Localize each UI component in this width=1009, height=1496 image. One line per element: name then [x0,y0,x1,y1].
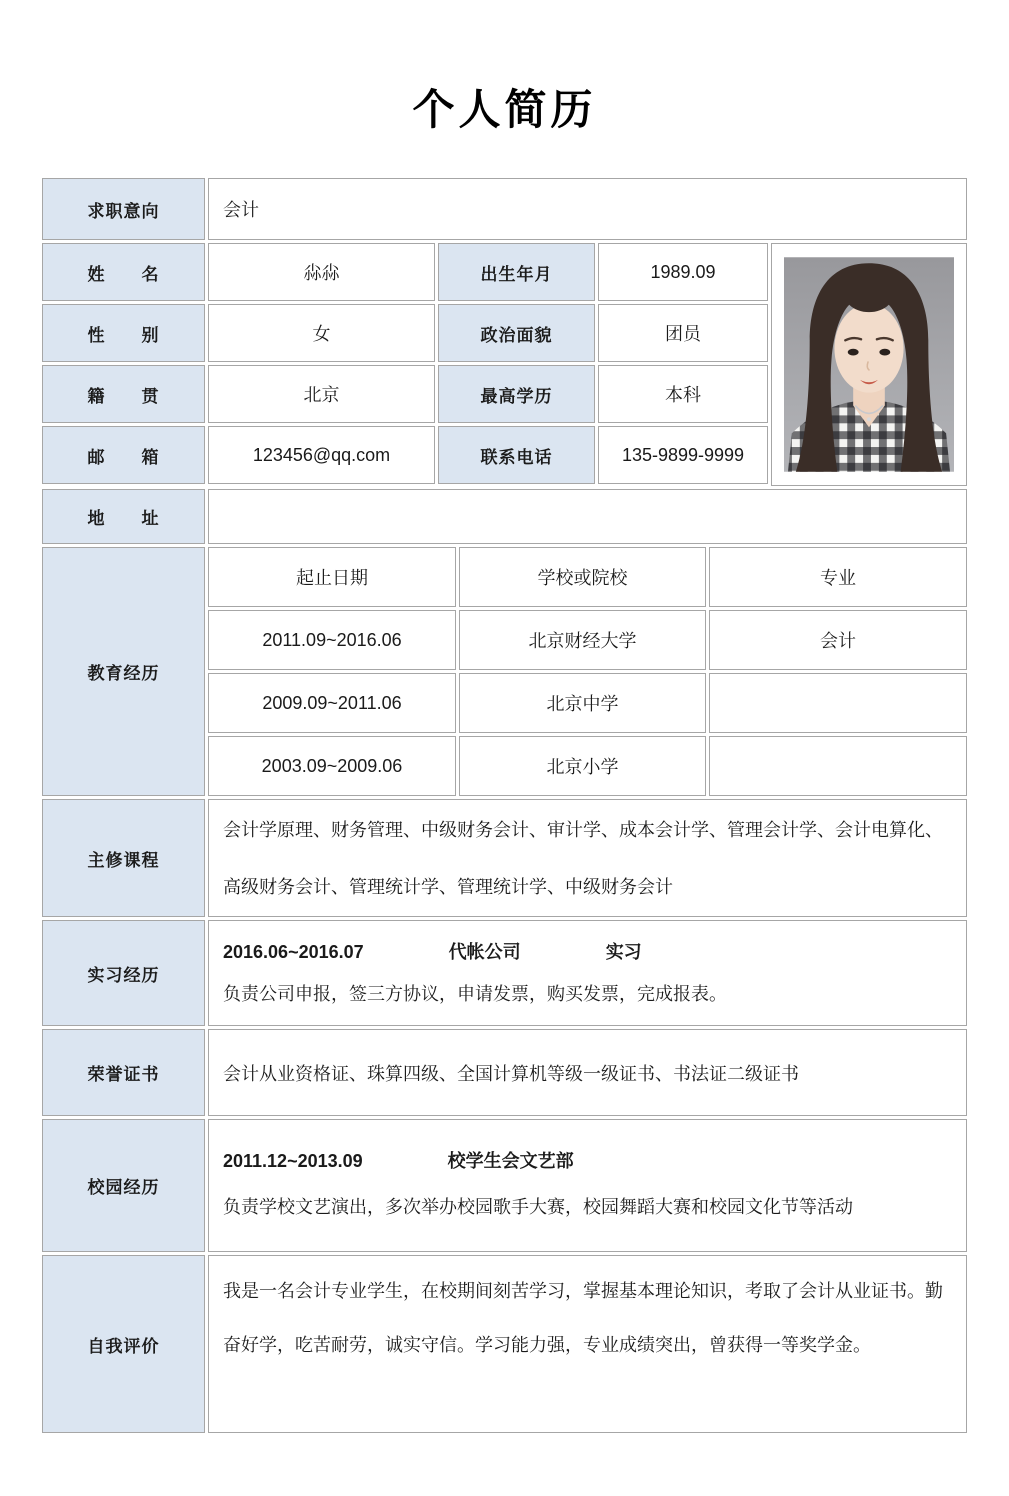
internship-description: 负责公司申报，签三方协议，申请发票，购买发票，完成报表。 [223,984,727,1004]
id-photo [784,256,954,473]
education-row [208,673,967,733]
education-major [709,673,967,733]
job-intent-label: 求职意向 [42,178,205,240]
internship-period: 2016.06~2016.07 [223,942,364,962]
education-label: 教育经历 [42,547,205,796]
email-label: 邮 箱 [42,426,205,484]
internship-headline [223,935,952,969]
education-major [709,736,967,796]
row-job-intent [42,178,967,240]
row-name-birth [42,243,768,301]
gender-value: 女 [208,304,435,362]
personal-info-block [42,243,967,486]
courses-section [42,799,967,917]
education-header-major: 专业 [709,547,967,607]
evaluation-content: 我是一名会计专业学生，在校期间刻苦学习，掌握基本理论知识，考取了会计从业证书。勤奋好学，吃苦耐劳，诚实守信。学习能力强，专业成绩突出，曾获得一等奖学金。 [208,1255,967,1433]
job-intent-value: 会计 [208,178,967,240]
honors-section [42,1029,967,1116]
education-table [208,547,967,796]
personal-info-rows [42,243,768,486]
education-row [208,610,967,670]
education-header-dates: 起止日期 [208,547,456,607]
honors-content: 会计从业资格证、珠算四级、全国计算机等级一级证书、书法证二级证书 [208,1029,967,1116]
row-gender-politics [42,304,768,362]
education-dates: 2009.09~2011.06 [208,673,456,733]
evaluation-label: 自我评价 [42,1255,205,1433]
address-label: 地 址 [42,489,205,544]
row-origin-degree [42,365,768,423]
origin-label: 籍 贯 [42,365,205,423]
address-value [208,489,967,544]
courses-content: 会计学原理、财务管理、中级财务会计、审计学、成本会计学、管理会计学、会计电算化、高级财务会计、管理统计学、管理统计学、中级财务会计 [208,799,967,917]
photo-cell [771,243,967,486]
campus-description: 负责学校文艺演出，多次举办校园歌手大赛，校园舞蹈大赛和校园文化节等活动 [223,1197,853,1217]
campus-label: 校园经历 [42,1119,205,1252]
campus-period: 2011.12~2013.09 [223,1151,363,1171]
campus-content [208,1119,967,1252]
education-major: 会计 [709,610,967,670]
birth-value: 1989.09 [598,243,768,301]
internship-company: 代帐公司 [448,942,521,962]
education-school: 北京中学 [459,673,706,733]
internship-section [42,920,967,1026]
education-row [208,736,967,796]
education-dates: 2003.09~2009.06 [208,736,456,796]
education-school: 北京财经大学 [459,610,706,670]
internship-content [208,920,967,1026]
phone-value: 135-9899-9999 [598,426,768,484]
education-header-school: 学校或院校 [459,547,706,607]
internship-label: 实习经历 [42,920,205,1026]
education-header-row [208,547,967,607]
internship-role: 实习 [605,942,642,962]
courses-label: 主修课程 [42,799,205,917]
education-section [42,547,967,796]
gender-label: 性 别 [42,304,205,362]
name-value: 尛尛 [208,243,435,301]
page-title: 个人简历 [412,88,597,134]
campus-headline [223,1144,952,1178]
row-address [42,489,967,544]
campus-section [42,1119,967,1252]
birth-label: 出生年月 [438,243,595,301]
honors-label: 荣誉证书 [42,1029,205,1116]
resume-table [42,178,967,1433]
degree-value: 本科 [598,365,768,423]
education-school: 北京小学 [459,736,706,796]
education-dates: 2011.09~2016.06 [208,610,456,670]
politics-label: 政治面貌 [438,304,595,362]
campus-org: 校学生会文艺部 [447,1151,574,1171]
degree-label: 最高学历 [438,365,595,423]
evaluation-section [42,1255,967,1433]
origin-value: 北京 [208,365,435,423]
name-label: 姓 名 [42,243,205,301]
email-value: 123456@qq.com [208,426,435,484]
politics-value: 团员 [598,304,768,362]
row-email-phone [42,426,768,484]
phone-label: 联系电话 [438,426,595,484]
